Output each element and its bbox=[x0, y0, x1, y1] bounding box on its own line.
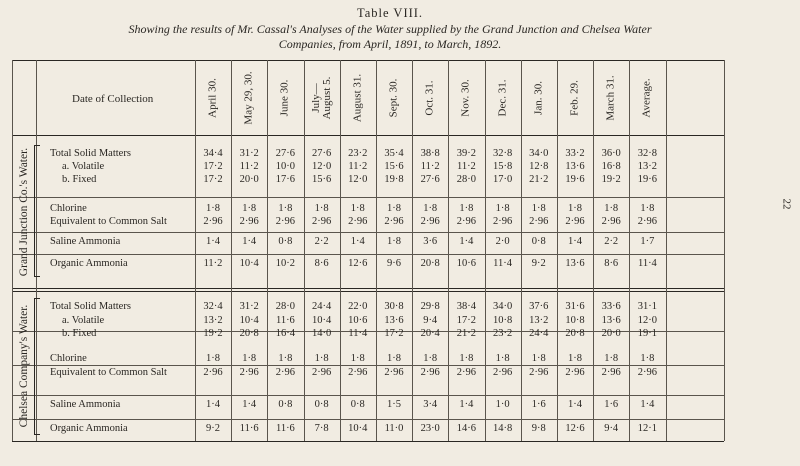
table-cell: 34·0 bbox=[492, 301, 513, 312]
table-cell: 2·96 bbox=[384, 216, 404, 227]
table-cell: 9·6 bbox=[387, 258, 401, 269]
table-cell: 0·8 bbox=[531, 236, 546, 247]
table-cell: 10·4 bbox=[348, 423, 368, 434]
table-cell: 0·8 bbox=[278, 236, 293, 247]
table-cell: 13·2 bbox=[637, 161, 658, 172]
table-cell: 13·6 bbox=[384, 315, 404, 326]
table-cell: 1·8 bbox=[459, 203, 474, 214]
table-cell: 17·2 bbox=[203, 161, 223, 172]
table-cell: 37·6 bbox=[529, 301, 549, 312]
table-cell: 2·96 bbox=[239, 367, 259, 378]
caption-line-2: Companies, from April, 1891, to March, 1892. bbox=[278, 37, 502, 51]
column-header-label: Jan. 30. bbox=[532, 81, 545, 115]
column-header-label: Nov. 30. bbox=[459, 79, 472, 117]
column-header bbox=[521, 64, 557, 132]
table-cell: 20·0 bbox=[601, 328, 621, 339]
table-cell: 17·2 bbox=[203, 174, 223, 185]
rule-line bbox=[12, 419, 724, 420]
table-cell: 2·96 bbox=[601, 367, 621, 378]
table-cell: 2·96 bbox=[348, 367, 368, 378]
date-of-collection-header: Date of Collection bbox=[72, 93, 154, 105]
rule-line bbox=[12, 232, 724, 233]
column-header bbox=[231, 64, 267, 132]
table-cell: 24·4 bbox=[529, 328, 549, 339]
column-header-label: July— August 5. bbox=[309, 76, 333, 120]
table-cell: 13·6 bbox=[601, 315, 621, 326]
group-brace bbox=[34, 298, 40, 435]
table-cell: 1·8 bbox=[640, 353, 655, 364]
table-cell: 20·8 bbox=[565, 328, 585, 339]
table-cell: 1·8 bbox=[459, 353, 474, 364]
column-header-label: Oct. 31. bbox=[423, 80, 436, 116]
table-cell: 1·6 bbox=[531, 399, 546, 410]
table-cell: 12·1 bbox=[637, 423, 658, 434]
table-cell: 10·0 bbox=[275, 161, 296, 172]
table-cell: 19·1 bbox=[637, 328, 658, 339]
table-cell: 39·2 bbox=[456, 148, 477, 159]
water-analysis-table bbox=[12, 60, 724, 441]
table-cell: 1·4 bbox=[206, 236, 220, 247]
column-header bbox=[557, 64, 593, 132]
group-brace bbox=[34, 145, 40, 277]
table-cell: 2·96 bbox=[601, 216, 621, 227]
table-cell: 21·2 bbox=[529, 174, 549, 185]
table-cell: 2·96 bbox=[275, 216, 296, 227]
table-cell: 8·6 bbox=[314, 258, 329, 269]
table-cell: 38·8 bbox=[420, 148, 440, 159]
column-header-label: Dec. 31. bbox=[496, 79, 509, 117]
table-cell: 19·2 bbox=[203, 328, 223, 339]
row-label: b. Fixed bbox=[62, 174, 97, 185]
table-cell: 11·6 bbox=[275, 423, 295, 434]
rule-line bbox=[12, 60, 724, 61]
table-cell: 2·96 bbox=[529, 367, 549, 378]
table-cell: 12·0 bbox=[311, 161, 332, 172]
table-cell: 7·8 bbox=[314, 423, 329, 434]
table-cell: 1·5 bbox=[387, 399, 401, 410]
table-cell: 1·8 bbox=[314, 353, 329, 364]
table-cell: 11·2 bbox=[239, 161, 259, 172]
table-cell: 22·0 bbox=[348, 301, 368, 312]
table-cell: 1·8 bbox=[531, 353, 546, 364]
table-cell: 2·96 bbox=[311, 367, 332, 378]
table-cell: 10·8 bbox=[492, 315, 513, 326]
table-cell: 1·8 bbox=[387, 203, 401, 214]
column-header bbox=[340, 64, 376, 132]
rule-line bbox=[12, 197, 724, 198]
table-cell: 12·6 bbox=[348, 258, 368, 269]
table-cell: 14·0 bbox=[311, 328, 332, 339]
table-cell: 0·8 bbox=[350, 399, 365, 410]
table-cell: 11·6 bbox=[275, 315, 295, 326]
table-cell: 1·4 bbox=[350, 236, 365, 247]
table-cell: 2·96 bbox=[529, 216, 549, 227]
table-cell: 2·96 bbox=[565, 216, 585, 227]
table-cell: 30·8 bbox=[384, 301, 404, 312]
table-cell: 34·0 bbox=[529, 148, 549, 159]
table-cell: 1·4 bbox=[568, 236, 582, 247]
table-cell: 27·6 bbox=[420, 174, 440, 185]
table-cell: 11·4 bbox=[637, 258, 657, 269]
table-cell: 17·2 bbox=[384, 328, 404, 339]
table-cell: 10·8 bbox=[565, 315, 585, 326]
table-cell: 11·2 bbox=[456, 161, 476, 172]
table-cell: 1·8 bbox=[278, 203, 293, 214]
table-cell: 11·2 bbox=[348, 161, 368, 172]
table-cell: 9·2 bbox=[531, 258, 546, 269]
table-cell: 9·2 bbox=[206, 423, 220, 434]
table-cell: 32·8 bbox=[637, 148, 658, 159]
column-header bbox=[629, 64, 665, 132]
table-cell: 20·0 bbox=[239, 174, 259, 185]
table-cell: 1·8 bbox=[350, 353, 365, 364]
column-header-label: May 29, 30. bbox=[242, 71, 255, 125]
table-cell: 34·4 bbox=[203, 148, 223, 159]
row-label: a. Volatile bbox=[62, 315, 105, 326]
table-cell: 32·4 bbox=[203, 301, 223, 312]
table-cell: 2·96 bbox=[637, 216, 658, 227]
table-cell: 38·4 bbox=[456, 301, 477, 312]
table-cell: 1·4 bbox=[568, 399, 582, 410]
table-cell: 2·96 bbox=[492, 367, 513, 378]
table-cell: 11·2 bbox=[420, 161, 440, 172]
table-cell: 31·2 bbox=[239, 148, 259, 159]
group-label bbox=[12, 291, 36, 441]
table-cell: 14·8 bbox=[492, 423, 513, 434]
row-label: Total Solid Matters bbox=[50, 301, 131, 312]
column-header-label: June 30. bbox=[278, 79, 291, 117]
table-cell: 1·4 bbox=[459, 236, 474, 247]
table-cell: 19·6 bbox=[565, 174, 585, 185]
rule-line bbox=[12, 254, 724, 255]
table-cell: 10·6 bbox=[456, 258, 477, 269]
row-label: Equivalent to Common Salt bbox=[50, 216, 167, 227]
rule-line bbox=[12, 291, 724, 292]
table-cell: 1·4 bbox=[242, 399, 257, 410]
table-cell: 11·0 bbox=[384, 423, 404, 434]
table-cell: 0·8 bbox=[278, 399, 293, 410]
table-cell: 14·6 bbox=[456, 423, 477, 434]
table-cell: 16·4 bbox=[275, 328, 296, 339]
table-cell: 11·4 bbox=[348, 328, 368, 339]
row-label: Saline Ammonia bbox=[50, 399, 121, 410]
table-cell: 12·8 bbox=[529, 161, 549, 172]
table-cell: 2·96 bbox=[384, 367, 404, 378]
table-cell: 2·96 bbox=[420, 216, 440, 227]
column-rule bbox=[666, 60, 667, 441]
table-cell: 1·7 bbox=[640, 236, 655, 247]
table-cell: 11·6 bbox=[239, 423, 259, 434]
table-cell: 1·8 bbox=[495, 353, 510, 364]
table-cell: 10·2 bbox=[275, 258, 296, 269]
rule-line bbox=[12, 365, 724, 366]
rule-line bbox=[12, 441, 724, 442]
table-cell: 1·8 bbox=[206, 353, 220, 364]
table-cell: 2·96 bbox=[203, 216, 223, 227]
column-rule bbox=[724, 60, 725, 441]
table-cell: 10·4 bbox=[239, 315, 259, 326]
table-cell: 1·8 bbox=[531, 203, 546, 214]
group-label bbox=[12, 135, 36, 288]
table-cell: 10·6 bbox=[348, 315, 368, 326]
row-label: Equivalent to Common Salt bbox=[50, 367, 167, 378]
table-cell: 1·8 bbox=[495, 203, 510, 214]
table-cell: 20·8 bbox=[239, 328, 259, 339]
table-cell: 1·8 bbox=[640, 203, 655, 214]
table-cell: 10·4 bbox=[239, 258, 259, 269]
table-cell: 28·0 bbox=[275, 301, 296, 312]
table-cell: 1·8 bbox=[387, 353, 401, 364]
table-cell: 12·0 bbox=[637, 315, 658, 326]
table-cell: 1·4 bbox=[640, 399, 655, 410]
table-cell: 15·6 bbox=[311, 174, 332, 185]
table-cell: 11·2 bbox=[203, 258, 223, 269]
table-cell: 1·8 bbox=[314, 203, 329, 214]
table-cell: 17·2 bbox=[456, 315, 477, 326]
table-title: Table VIII. bbox=[356, 6, 424, 20]
table-cell: 8·6 bbox=[604, 258, 619, 269]
table-cell: 1·8 bbox=[568, 353, 582, 364]
column-header bbox=[412, 64, 448, 132]
row-label: a. Volatile bbox=[62, 161, 105, 172]
table-cell: 1·8 bbox=[206, 203, 220, 214]
table-cell: 9·4 bbox=[423, 315, 438, 326]
table-cell: 23·2 bbox=[492, 328, 513, 339]
table-cell: 19·8 bbox=[384, 174, 404, 185]
table-cell: 23·0 bbox=[420, 423, 440, 434]
row-label: Organic Ammonia bbox=[50, 258, 128, 269]
table-cell: 33·6 bbox=[601, 301, 621, 312]
column-header-label: Sept. 30. bbox=[387, 78, 400, 118]
column-header bbox=[304, 64, 340, 132]
table-cell: 2·96 bbox=[239, 216, 259, 227]
table-cell: 12·6 bbox=[565, 423, 585, 434]
table-cell: 13·2 bbox=[203, 315, 223, 326]
caption-line-1: Showing the results of Mr. Cassal's Analyses of the Water supplied by the Grand Junction and Chelsea Water bbox=[128, 22, 652, 36]
table-cell: 17·0 bbox=[492, 174, 513, 185]
rule-line bbox=[12, 395, 724, 396]
page-number: 22 bbox=[780, 198, 793, 210]
table-cell: 1·8 bbox=[568, 203, 582, 214]
table-cell: 9·8 bbox=[531, 423, 546, 434]
table-cell: 1·8 bbox=[387, 236, 401, 247]
column-header bbox=[593, 64, 629, 132]
table-caption bbox=[0, 22, 780, 52]
table-cell: 2·96 bbox=[492, 216, 513, 227]
table-cell: 10·4 bbox=[311, 315, 332, 326]
row-label: Saline Ammonia bbox=[50, 236, 121, 247]
table-cell: 20·8 bbox=[420, 258, 440, 269]
column-header-label: April 30. bbox=[206, 78, 219, 118]
table-cell: 31·6 bbox=[565, 301, 585, 312]
row-label: b. Fixed bbox=[62, 328, 97, 339]
table-cell: 2·2 bbox=[314, 236, 329, 247]
table-cell: 2·96 bbox=[565, 367, 585, 378]
table-cell: 28·0 bbox=[456, 174, 477, 185]
table-cell: 15·8 bbox=[492, 161, 513, 172]
table-cell: 2·2 bbox=[604, 236, 619, 247]
column-header-label: Feb. 29. bbox=[568, 80, 581, 116]
table-cell: 19·2 bbox=[601, 174, 621, 185]
table-cell: 13·6 bbox=[565, 258, 585, 269]
table-cell: 3·6 bbox=[423, 236, 438, 247]
table-cell: 20·4 bbox=[420, 328, 440, 339]
table-cell: 2·0 bbox=[495, 236, 510, 247]
table-cell: 1·8 bbox=[604, 353, 619, 364]
table-cell: 13·2 bbox=[529, 315, 549, 326]
column-header bbox=[485, 64, 521, 132]
table-cell: 1·8 bbox=[350, 203, 365, 214]
table-cell: 2·96 bbox=[348, 216, 368, 227]
column-header-label: August 31. bbox=[351, 73, 364, 123]
table-cell: 27·6 bbox=[311, 148, 332, 159]
table-cell: 0·8 bbox=[314, 399, 329, 410]
table-cell: 1·8 bbox=[242, 353, 257, 364]
group-name: Grand Junction Co.'s Water. bbox=[18, 147, 30, 276]
row-label: Chlorine bbox=[50, 203, 87, 214]
column-header bbox=[448, 64, 484, 132]
group-name: Chelsea Company's Water. bbox=[18, 304, 30, 428]
table-cell: 1·6 bbox=[604, 399, 619, 410]
rule-line bbox=[12, 288, 724, 289]
table-cell: 2·96 bbox=[311, 216, 332, 227]
table-cell: 1·8 bbox=[423, 353, 438, 364]
table-cell: 1·8 bbox=[242, 203, 257, 214]
table-cell: 27·6 bbox=[275, 148, 296, 159]
column-header bbox=[376, 64, 412, 132]
table-cell: 11·4 bbox=[493, 258, 513, 269]
row-label: Chlorine bbox=[50, 353, 87, 364]
table-cell: 2·96 bbox=[456, 367, 477, 378]
table-cell: 32·8 bbox=[492, 148, 513, 159]
column-header-label: March 31. bbox=[604, 75, 617, 121]
table-cell: 1·8 bbox=[278, 353, 293, 364]
table-cell: 36·0 bbox=[601, 148, 621, 159]
rule-line bbox=[12, 135, 724, 136]
table-cell: 31·2 bbox=[239, 301, 259, 312]
table-cell: 2·96 bbox=[456, 216, 477, 227]
table-cell: 1·8 bbox=[423, 203, 438, 214]
table-cell: 21·2 bbox=[456, 328, 477, 339]
table-cell: 35·4 bbox=[384, 148, 404, 159]
table-cell: 17·6 bbox=[275, 174, 296, 185]
table-cell: 31·1 bbox=[637, 301, 658, 312]
table-cell: 12·0 bbox=[348, 174, 368, 185]
table-cell: 1·4 bbox=[242, 236, 257, 247]
table-cell: 1·4 bbox=[459, 399, 474, 410]
table-cell: 3·4 bbox=[423, 399, 438, 410]
row-label: Total Solid Matters bbox=[50, 148, 131, 159]
column-header bbox=[267, 64, 303, 132]
table-cell: 2·96 bbox=[203, 367, 223, 378]
row-label: Organic Ammonia bbox=[50, 423, 128, 434]
table-cell: 33·2 bbox=[565, 148, 585, 159]
table-cell: 13·6 bbox=[565, 161, 585, 172]
table-cell: 1·0 bbox=[495, 399, 510, 410]
table-cell: 16·8 bbox=[601, 161, 621, 172]
column-header-label: Average. bbox=[640, 78, 653, 118]
table-cell: 1·4 bbox=[206, 399, 220, 410]
column-header bbox=[195, 64, 231, 132]
table-cell: 9·4 bbox=[604, 423, 619, 434]
table-cell: 2·96 bbox=[420, 367, 440, 378]
table-cell: 2·96 bbox=[637, 367, 658, 378]
table-cell: 15·6 bbox=[384, 161, 404, 172]
table-cell: 29·8 bbox=[420, 301, 440, 312]
table-cell: 1·8 bbox=[604, 203, 619, 214]
table-cell: 19·6 bbox=[637, 174, 658, 185]
table-cell: 2·96 bbox=[275, 367, 296, 378]
table-cell: 23·2 bbox=[348, 148, 368, 159]
table-cell: 24·4 bbox=[311, 301, 332, 312]
